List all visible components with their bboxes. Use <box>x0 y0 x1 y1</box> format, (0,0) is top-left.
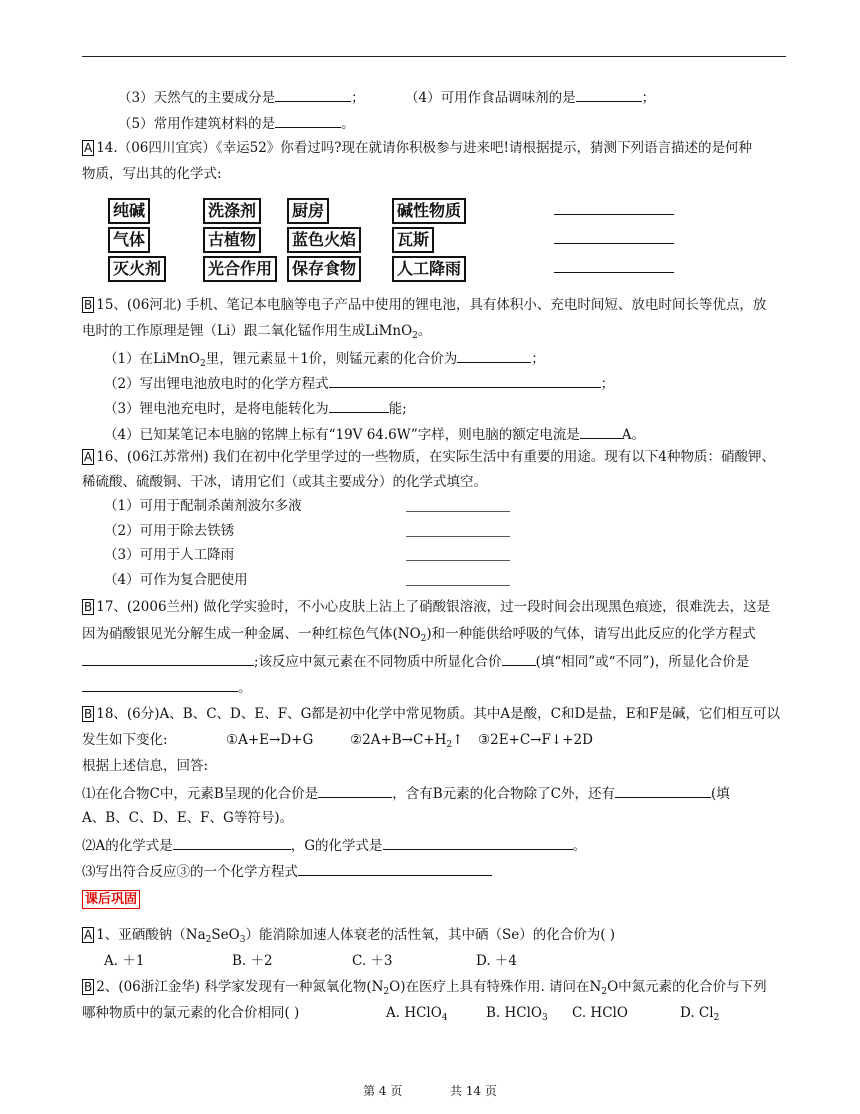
level-tag: A <box>84 450 93 464</box>
reaction-1: ①A+E→D+G <box>226 732 314 748</box>
q13-item3: （3）天然气的主要成分是 ； <box>118 87 365 107</box>
clue-box: 蓝色火焰 <box>287 227 361 253</box>
q17-line2: 因为硝酸银见光分解生成一种金属、一种红棕色气体$(NO_2)$和一种能供给呼吸的气体，请写出此反应的化学方程式 <box>82 626 756 644</box>
clue-box: 灭火剂 <box>108 256 166 282</box>
q18-part1: ⑴在化合物C中，元素B呈现的化合价是 ，含有B元素的化合物除了C外，还有 (填 <box>82 783 730 803</box>
hw2-option-a[interactable]: A. HClO$_4$ <box>386 1005 448 1023</box>
hw1-option-a[interactable]: A. ＋1 <box>104 953 145 969</box>
hw1-option-d[interactable]: D. ＋4 <box>476 953 518 969</box>
q15-item4: （4）已知某笔记本电脑的铭牌上标有“19V 64.6W”字样，则电脑的额定电流是 A。 <box>104 424 645 444</box>
hw2-option-d[interactable]: D. $Cl_2$ <box>680 1005 720 1023</box>
clue-box: 瓦斯 <box>392 227 434 253</box>
q18-part2: ⑵A的化学式是 ，G的化学式是 。 <box>82 835 586 855</box>
answer-blank[interactable] <box>82 651 254 666</box>
q16-line1: A 16、(06江苏常州) 我们在初中化学里学过的一些物质，在实际生活中有重要的用途。现有以下4种物质：硝酸钾、 <box>84 449 775 465</box>
q14-line1: A 14.（06四川宜宾）《幸运52》你看过吗?现在就请你积极参与进来吧!请根据提示，猜测下列语言描述的是何种 <box>84 140 752 156</box>
section-title: 课后巩固 <box>82 890 140 909</box>
q16-item2: （2）可用于除去铁锈 <box>104 523 235 539</box>
clue-box: 光合作用 <box>203 256 277 282</box>
hw1-option-b[interactable]: B. ＋2 <box>232 953 273 969</box>
answer-line[interactable] <box>406 522 510 542</box>
answer-line[interactable] <box>406 546 510 566</box>
q15-item1: （1）在LiMnO$_2$里，锂元素显＋1价，则锰元素的化合价为 ； <box>104 348 545 373</box>
answer-line[interactable] <box>406 571 510 591</box>
reaction-2: $②2A+B\to C+H_2↑$ <box>350 732 464 750</box>
answer-blank[interactable] <box>275 87 351 102</box>
answer-line[interactable] <box>406 497 510 517</box>
hw1-option-c[interactable]: C. ＋3 <box>352 953 393 969</box>
page-footer <box>0 1082 860 1099</box>
level-tag: A <box>84 928 93 942</box>
answer-blank[interactable] <box>383 835 573 850</box>
clue-box: 碱性物质 <box>392 198 466 224</box>
q18-line3: 根据上述信息，回答: <box>82 758 209 774</box>
q17-line1: B 17、(2006兰州) 做化学实验时，不小心皮肤上沾上了硝酸银溶液，过一段时间会出现黑色痕迹，很难洗去，这是 <box>84 599 771 615</box>
answer-blank[interactable] <box>275 113 341 128</box>
q17-line4: 。 <box>82 677 252 697</box>
clue-box: 厨房 <box>287 198 329 224</box>
answer-blank[interactable] <box>576 87 642 102</box>
level-tag: B <box>84 600 93 614</box>
level-tag: B <box>84 980 93 994</box>
clue-box: 洗涤剂 <box>203 198 261 224</box>
clue-box: 古植物 <box>203 227 261 253</box>
q13-item4: （4）可用作食品调味剂的是 ； <box>405 87 655 107</box>
level-tag: B <box>84 298 93 312</box>
answer-blank[interactable] <box>329 373 601 388</box>
clue-box: 保存食物 <box>287 256 361 282</box>
q18-line2: 发生如下变化: <box>82 732 168 748</box>
clue-box: 气体 <box>108 227 150 253</box>
q15-item3: （3）锂电池充电时，是将电能转化为 能; <box>104 398 407 418</box>
level-tag: A <box>84 141 93 155</box>
answer-blank[interactable] <box>298 861 492 876</box>
page-number: 第 4 页 <box>363 1084 403 1098</box>
reaction-3: ③2E+C→F↓+2D <box>478 732 593 748</box>
answer-blank[interactable] <box>173 835 291 850</box>
q16-item3: （3）可用于人工降雨 <box>104 547 235 563</box>
answer-blank[interactable] <box>615 783 711 798</box>
page-total: 共 14 页 <box>450 1084 497 1098</box>
answer-line[interactable] <box>554 243 674 244</box>
answer-blank[interactable] <box>329 398 389 413</box>
header-rule <box>82 56 786 57</box>
q13-item5: （5）常用作建筑材料的是 。 <box>118 113 355 133</box>
answer-line[interactable] <box>554 214 674 215</box>
hw2-line1: B 2、(06浙江金华) 科学家发现有一种氮氧化物$(N_2O)$在医疗上具有特殊作用. 请问在$N_2O$中氮元素的化合价与下列 <box>84 979 767 997</box>
hw2-line2: 哪种物质中的氯元素的化合价相同( ) <box>82 1005 300 1021</box>
q18-part1-cont: A、B、C、D、E、F、G等符号)。 <box>82 810 294 826</box>
q16-item4: （4）可作为复合肥使用 <box>104 572 248 588</box>
clue-box: 人工降雨 <box>392 256 466 282</box>
q15-line2: 电时的工作原理是锂（Li）跟二氧化锰作用生成LiMnO$_2$。 <box>82 323 432 341</box>
q14-line2: 物质，写出其的化学式: <box>82 166 222 182</box>
answer-blank[interactable] <box>457 348 531 363</box>
answer-blank[interactable] <box>580 424 622 439</box>
q15-item2: （2）写出锂电池放电时的化学方程式 ； <box>104 373 614 393</box>
answer-blank[interactable] <box>318 783 392 798</box>
level-tag: B <box>84 707 93 721</box>
q15-line1: B 15、(06河北) 手机、笔记本电脑等电子产品中使用的锂电池，具有体积小、充电时间短、放电时间长等优点，放 <box>84 297 767 313</box>
q16-line2: 稀硫酸、硫酸铜、干冰，请用它们（或其主要成分）的化学式填空。 <box>82 474 487 490</box>
q18-line1: B 18、(6分)A、B、C、D、E、F、G都是初中化学中常见物质。其中A是酸，C和D是盐，E和F是碱，它们相互可以 <box>84 706 780 722</box>
q16-item1: （1）可用于配制杀菌剂波尔多液 <box>104 498 302 514</box>
answer-blank[interactable] <box>502 651 536 666</box>
q18-part3: ⑶写出符合反应③的一个化学方程式 <box>82 861 492 881</box>
answer-blank[interactable] <box>82 677 238 692</box>
hw1-line1: A 1、亚硒酸钠$(Na_2SeO_3)$能消除加速人体衰老的活性氧，其中硒（Se）的化合价为( ) <box>84 927 616 945</box>
hw2-option-c[interactable]: C. HClO <box>572 1005 628 1021</box>
q17-line3: ;该反应中氮元素在不同物质中所显化合价 (填“相同”或“不同”)，所显化合价是 <box>82 651 749 671</box>
answer-line[interactable] <box>554 272 674 273</box>
hw2-option-b[interactable]: B. HClO$_3$ <box>486 1005 548 1023</box>
clue-box: 纯碱 <box>108 198 150 224</box>
